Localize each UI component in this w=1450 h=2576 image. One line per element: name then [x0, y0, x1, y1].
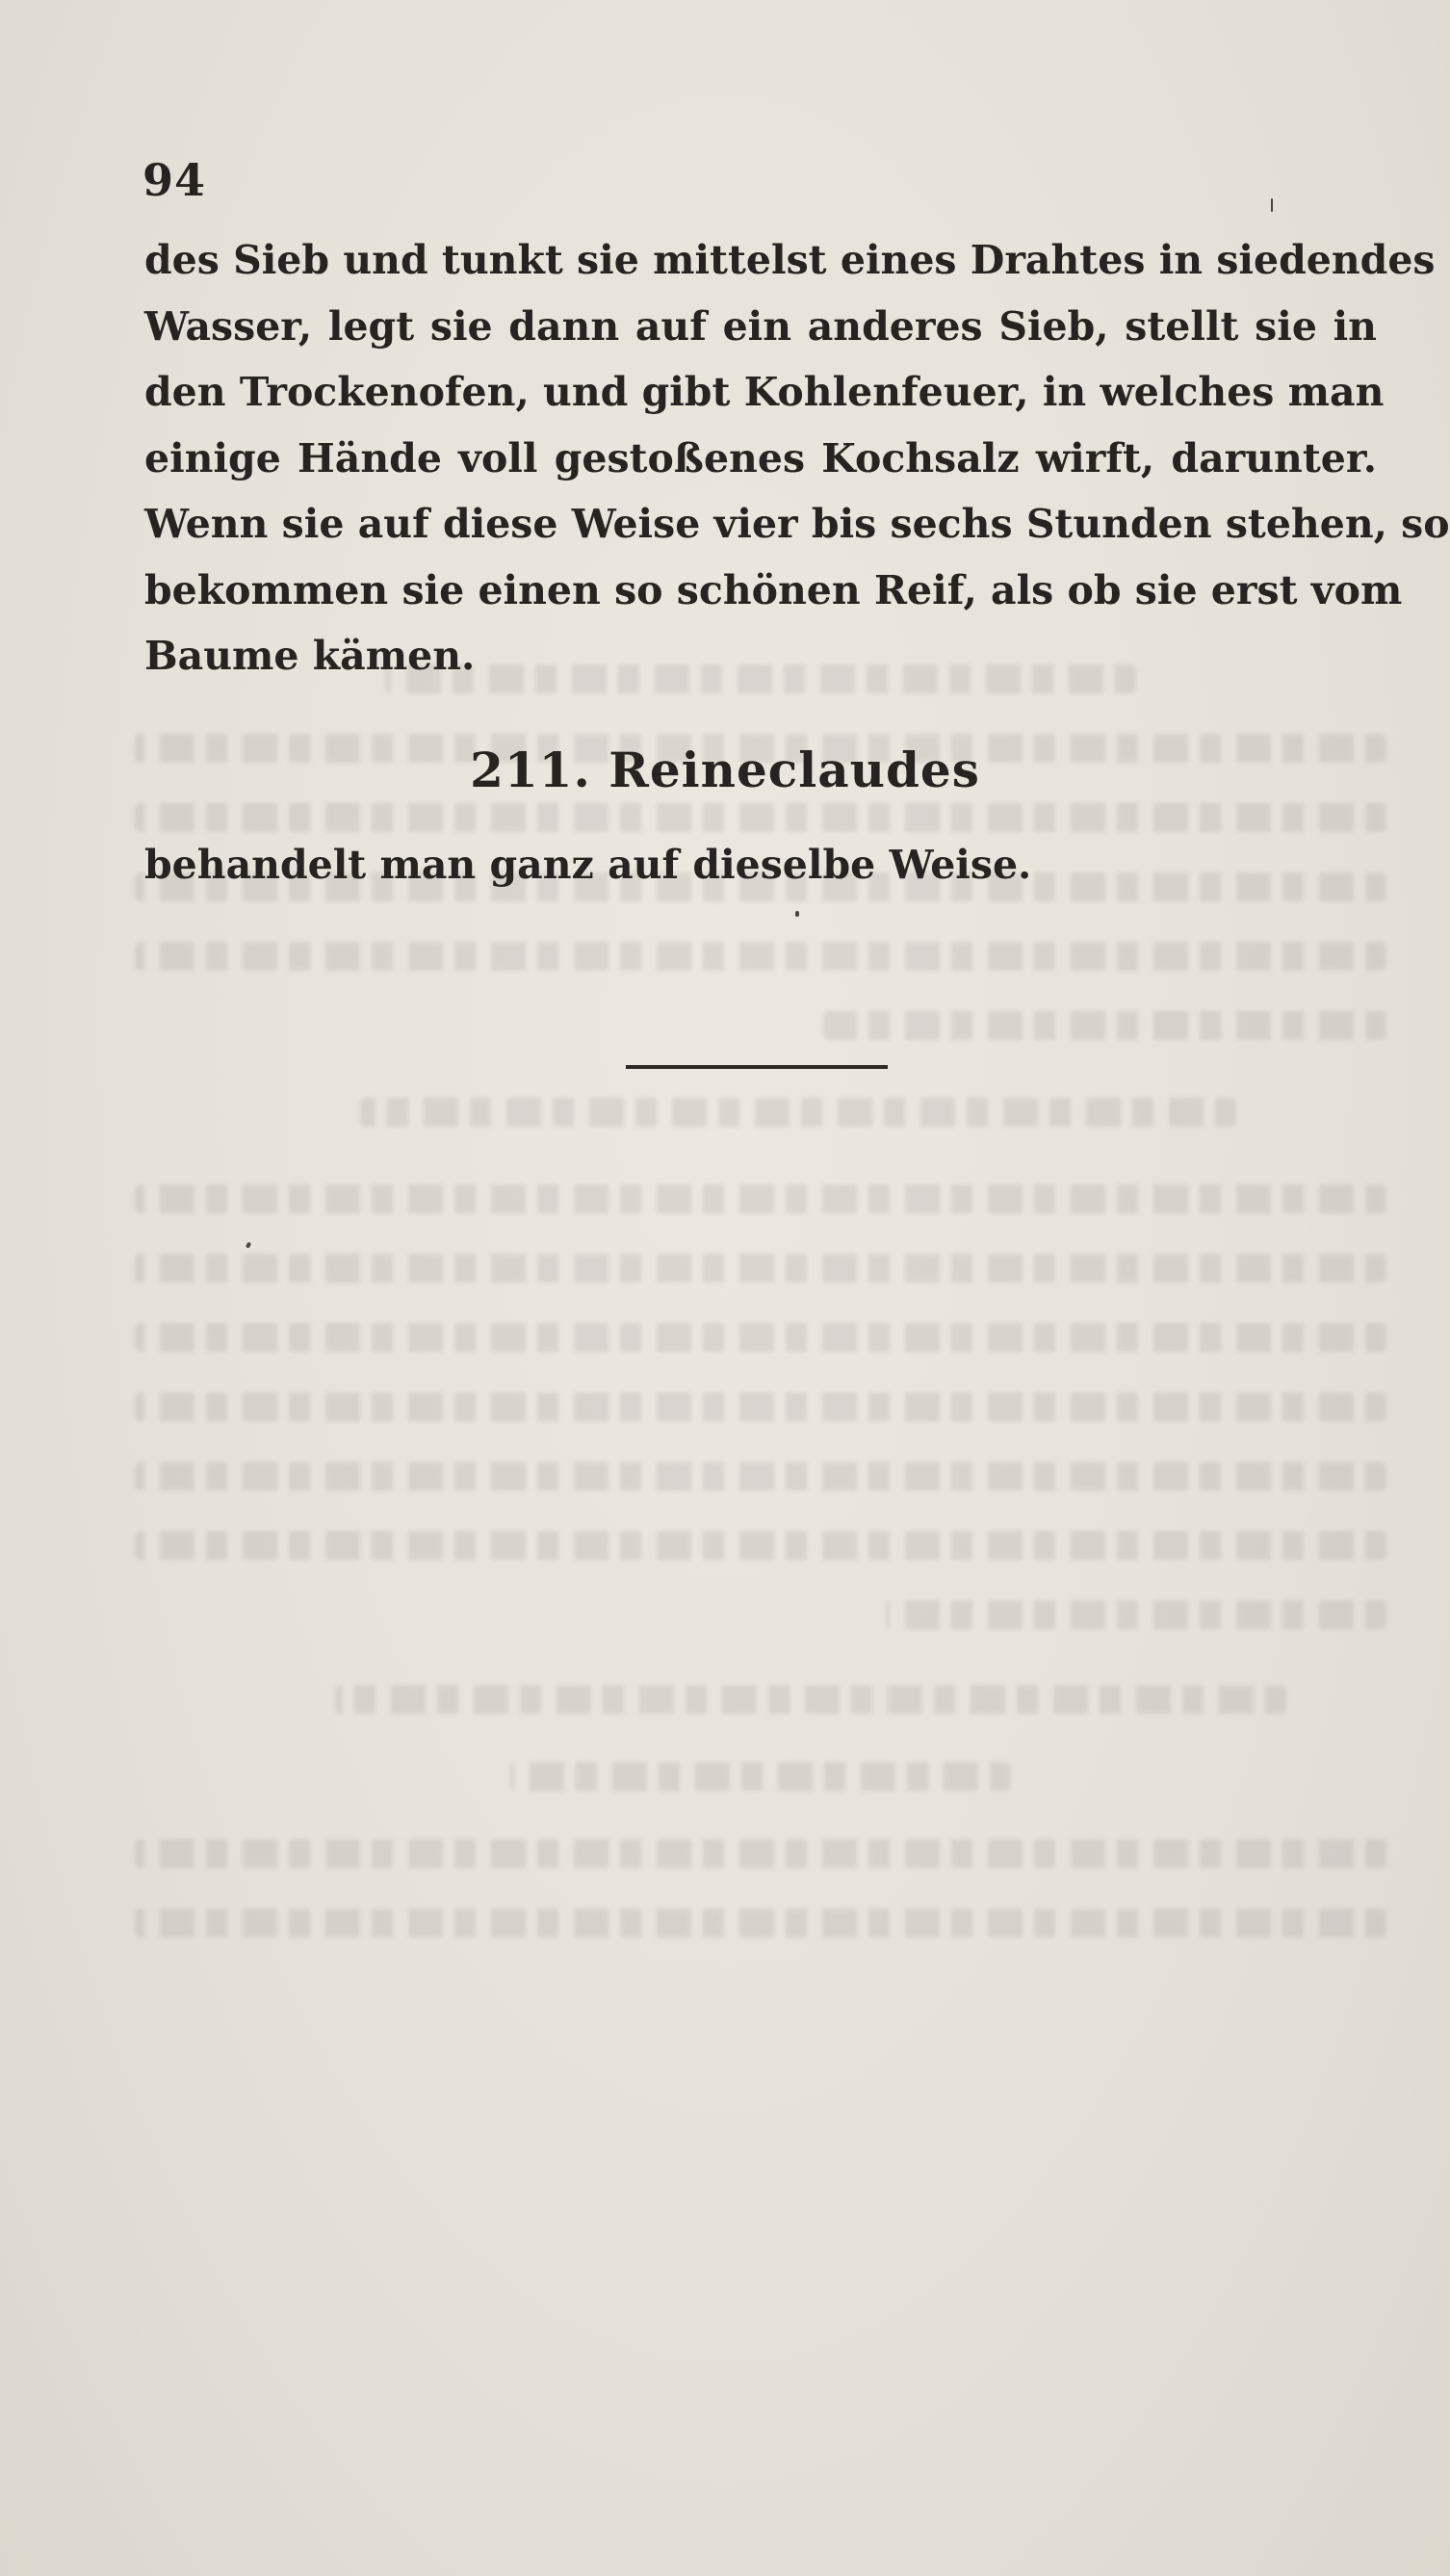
text-line: des Sieb und tunkt sie mittelst eines Drahtes in siedendes	[144, 237, 1436, 283]
page-number: 94	[142, 154, 207, 206]
paper-speck	[246, 1241, 251, 1248]
paragraph-drying-plums-continued	[144, 227, 1450, 690]
paper-speck	[795, 911, 799, 917]
text-line: Baume kämen.	[144, 633, 476, 679]
reverse-side-bleed-through	[135, 664, 1386, 2244]
text-line: einige Hände voll gestoßenes Kochsalz wirft, darunter.	[144, 434, 1377, 481]
text-line: Wasser, legt sie dann auf ein anderes Sieb, stellt sie in	[144, 302, 1377, 350]
paper-speck	[1271, 198, 1273, 212]
text-line: Wenn sie auf diese Weise vier bis sechs Stunden stehen, so	[144, 501, 1450, 547]
text-line: bekommen sie einen so schönen Reif, als ob sie erst vom	[144, 566, 1403, 613]
text-line: den Trockenofen, und gibt Kohlenfeuer, in welches man	[144, 369, 1385, 415]
paragraph-reineclaudes	[144, 832, 1377, 898]
text-line: behandelt man ganz auf dieselbe Weise.	[144, 842, 1032, 888]
section-divider-rule	[626, 1065, 888, 1069]
section-heading: 211. Reineclaudes	[470, 742, 980, 798]
